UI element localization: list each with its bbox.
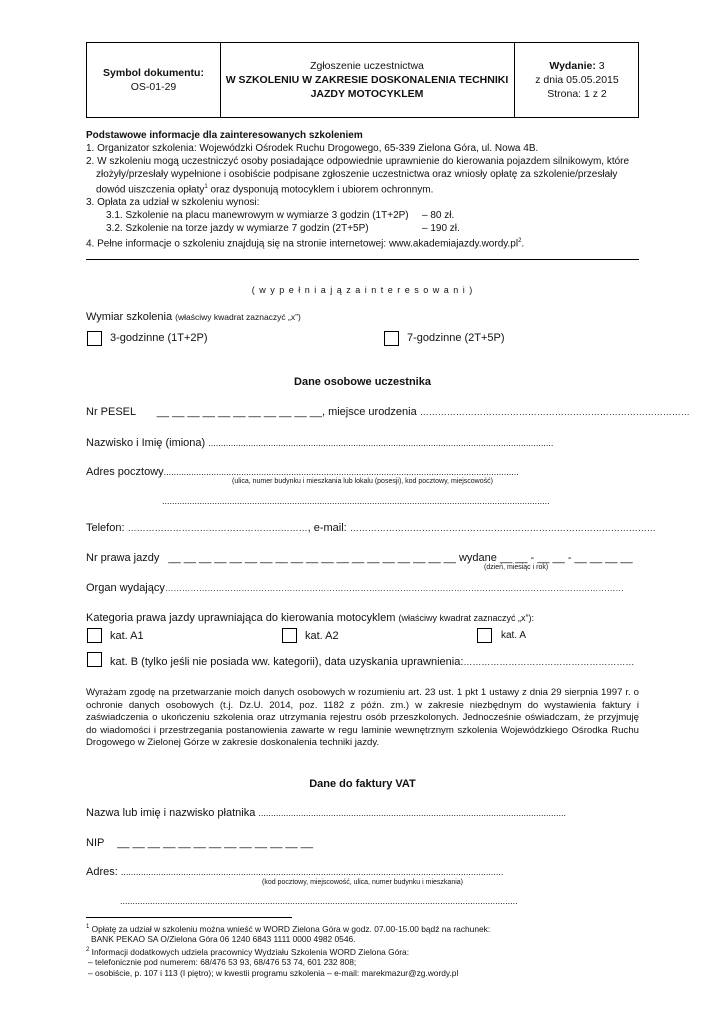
info-item-2c-end: oraz dysponują motocyklem i ubiorem ochronnym. (207, 184, 434, 196)
edition-date: z dnia 05.05.2015 (535, 74, 619, 86)
info-item-2c-text: dowód uiszczenia opłaty (96, 184, 205, 196)
license-input[interactable]: __ __ __ __ __ __ __ __ __ __ __ __ __ __ __ __ __ __ __ (168, 552, 456, 564)
edition-value: 3 (598, 60, 605, 72)
checkbox-3h[interactable] (87, 331, 102, 346)
footnote-ref-1: 1 (204, 184, 208, 190)
document-header (86, 42, 639, 118)
footnote-1-line1: Opłatę za udział w szkoleniu można wnieść w WORD Zielona Góra w godz. 07.00-15.00 bądź na rachunek: (91, 923, 491, 934)
footnote-2-line1: Informacji dodatkowych udziela pracownicy Wydziału Szkolenia WORD Zielona Góra: (91, 946, 410, 957)
cat-b-label: kat. B (tylko jeśli nie posiada ww. kategorii), data uzyskania uprawnienia: (110, 656, 464, 668)
checkbox-cat-a1[interactable] (87, 628, 102, 643)
birthplace-label: , miejsce urodzenia (321, 406, 417, 418)
footnotes (86, 922, 639, 979)
footnote-2-line3: – osobiście, p. 107 i 113 (I piętro); w kwestii programu szkolenia – e-mail: marekmazur@zg.wordy.pl (88, 967, 459, 978)
vat-address-input[interactable]: ......................................................................................................................................................... (120, 867, 504, 877)
footnote-1-line2: BANK PEKAO SA O/Zielona Góra 06 1240 6843 1111 0000 4982 0546. (91, 934, 356, 945)
payer-label: Nazwa lub imię i nazwisko płatnika (86, 807, 256, 819)
fill-note: ( w y p e ł n i a j ą z a i n t e r e s o w a n i ) (251, 285, 474, 295)
issued-label: wydane (458, 552, 497, 564)
phone-input[interactable]: …………………………………………………… (127, 523, 308, 533)
cat-a-label: kat. A (501, 630, 527, 641)
category-label: Kategoria prawa jazdy uprawniająca do kierowania motocyklem (86, 612, 396, 624)
nip-row (86, 837, 313, 849)
address-row (86, 466, 519, 478)
birthplace-input[interactable]: ……………………………………………………………………………… (419, 407, 690, 417)
footnote-divider (86, 917, 292, 918)
pesel-label: Nr PESEL (86, 406, 136, 418)
address-label: Adres pocztowy (86, 466, 164, 478)
payer-row (86, 807, 566, 819)
email-label: , e-mail: (307, 522, 347, 534)
cat-a1-label: kat. A1 (110, 630, 144, 642)
phone-label: Telefon: (86, 522, 125, 534)
title-cell (220, 43, 515, 117)
info-section (86, 129, 639, 251)
option-3h-label: 3-godzinne (1T+2P) (110, 332, 208, 344)
info-item-3-1-text: 3.1. Szkolenie na placu manewrowym w wymiarze 3 godzin (1T+2P) (106, 210, 409, 222)
address-hint: (ulica, numer budynku i mieszkania lub lokalu (posesji), kod pocztowy, miejscowość) (232, 478, 493, 485)
cat-b-row (110, 656, 634, 668)
issued-input[interactable]: __ __ - __ __ - __ __ __ __ (499, 552, 633, 564)
vat-heading: Dane do faktury VAT (309, 778, 416, 790)
info-item-2a: 2. W szkoleniu mogą uczestniczyć osoby posiadające odpowiednie uprawnienie do kierowania pojazdem silnikowym, które (86, 156, 630, 167)
option-7h-label: 7-godzinne (2T+5P) (407, 332, 505, 344)
footnote-2-line2: – telefonicznie pod numerem: 68/476 53 93, 68/476 53 74, 601 232 808; (88, 957, 357, 968)
footnote-1 (86, 922, 639, 934)
symbol-value: OS-01-29 (130, 81, 177, 93)
info-item-3-1 (86, 209, 639, 222)
address-input[interactable]: .............................................................................................................................................. (163, 467, 519, 477)
info-item-3-1-price: – 80 zł. (422, 210, 455, 222)
pesel-row (86, 406, 690, 418)
vat-address-row (86, 866, 503, 878)
page-number: Strona: 1 z 2 (547, 88, 607, 100)
email-input[interactable]: ………………………………………………………………………………………… (349, 523, 656, 533)
info-item-1: 1. Organizator szkolenia: Wojewódzki Ośrodek Ruchu Drogowego, 65-339 Zielona Góra, ul. Nowa 4B. (86, 143, 539, 154)
scope-hint: (właściwy kwadrat zaznaczyć „x”) (175, 312, 301, 322)
info-item-3-2 (86, 222, 639, 235)
info-item-4-text: 4. Pełne informacje o szkoleniu znajdują się na stronie internetowej: www.akademiajazdy.wordy.pl (86, 238, 519, 250)
cat-b-date-input[interactable]: ………………………………………………… (463, 657, 635, 667)
checkbox-cat-b[interactable] (87, 652, 102, 667)
title-line3: JAZDY MOTOCYKLEM (310, 88, 424, 100)
title-line2: W SZKOLENIU W ZAKRESIE DOSKONALENIA TECHNIKI (225, 74, 509, 86)
info-item-2c (86, 181, 639, 196)
name-row (86, 437, 553, 449)
footnote-1-num: 1 (86, 924, 90, 930)
checkbox-cat-a[interactable] (477, 628, 492, 643)
vat-address-input-2[interactable]: ............................................................................................................................................................... (120, 896, 518, 906)
symbol-label: Symbol dokumentu: (103, 67, 204, 79)
consent-text: Wyrażam zgodę na przetwarzanie moich danych osobowych w rozumieniu art. 23 ust. 1 pkt 1 ustawy z dnia 29 sierpnia 1997 r. o ochronie danych osobowych (t.j. Dz.U. 2014, poz. 1182 z późn. zm.) w zakresie niezbędnym do wystawienia faktury i zaświadczenia o ukończeniu szkolenia oraz utrzymania rejestru osób przeszkolonych. Jednocześnie oświadczam, że przyjmuję do wiadomości i przestrzegania postanowienia zawarte w regu laminie wewnętrznym szkolenia Wojewódzkiego Ośrodka Ruchu Drogowego w Zielonej Górze w zakresie doskonalenia techniki jazdy. (86, 687, 639, 749)
personal-heading: Dane osobowe uczestnika (294, 376, 431, 388)
title-line1: Zgłoszenie uczestnictwa (310, 60, 424, 72)
contact-row (86, 522, 656, 534)
info-item-3-2-text: 3.2. Szkolenie na torze jazdy w wymiarze 7 godzin (2T+5P) (106, 223, 369, 235)
vat-address-hint: (kod pocztowy, miejscowość, ulica, numer budynku i mieszkania) (261, 879, 463, 886)
footnote-ref-2: 2 (518, 238, 522, 245)
pesel-input[interactable]: __ __ __ __ __ __ __ __ __ __ __ (156, 406, 322, 418)
category-row (86, 612, 534, 624)
info-item-4 (86, 235, 639, 250)
nip-label: NIP (86, 837, 105, 849)
nip-input[interactable]: __ __ __ __ __ __ __ __ __ __ __ __ __ (117, 837, 313, 849)
category-hint: (właściwy kwadrat zaznaczyć „x”): (398, 613, 534, 623)
authority-input[interactable]: ……………………………………………………………………………………………………………………………………………… (164, 583, 624, 593)
scope-label: Wymiar szkolenia (86, 311, 173, 323)
section-divider (86, 259, 639, 260)
payer-input[interactable]: ........................................................................................................................... (258, 808, 566, 818)
info-item-2b: złożyły/przesłały wypełnione i osobiście podpisane zgłoszenie uczestnictwa oraz wniosły opłatę za szkolenie/przesłały (96, 169, 618, 180)
info-item-4-end: . (521, 238, 525, 250)
footnote-2-num: 2 (86, 946, 90, 953)
checkbox-7h[interactable] (384, 331, 399, 346)
name-label: Nazwisko i Imię (imiona) (86, 437, 206, 449)
info-heading: Podstawowe informacje dla zainteresowanych szkoleniem (86, 130, 363, 141)
edition-cell (515, 43, 639, 117)
address-input-2[interactable]: ........................................................................................................................................................... (162, 496, 550, 506)
license-label: Nr prawa jazdy (86, 552, 160, 564)
name-input[interactable]: .......................................................................................................................................... (208, 438, 554, 448)
checkbox-cat-a2[interactable] (282, 628, 297, 643)
info-item-3: 3. Opłata za udział w szkoleniu wynosi: (86, 197, 260, 209)
license-row (86, 552, 633, 564)
info-item-3-2-price: – 190 zł. (422, 223, 460, 235)
vat-address-label: Adres: (86, 866, 118, 878)
symbol-cell (87, 43, 221, 117)
authority-label: Organ wydający (86, 582, 165, 594)
edition-label: Wydanie: (549, 60, 596, 72)
issued-hint: (dzień, miesiąc i rok) (484, 564, 549, 571)
scope-row (86, 311, 301, 323)
cat-a2-label: kat. A2 (305, 630, 339, 642)
footnote-2 (86, 945, 639, 957)
authority-row (86, 582, 624, 594)
